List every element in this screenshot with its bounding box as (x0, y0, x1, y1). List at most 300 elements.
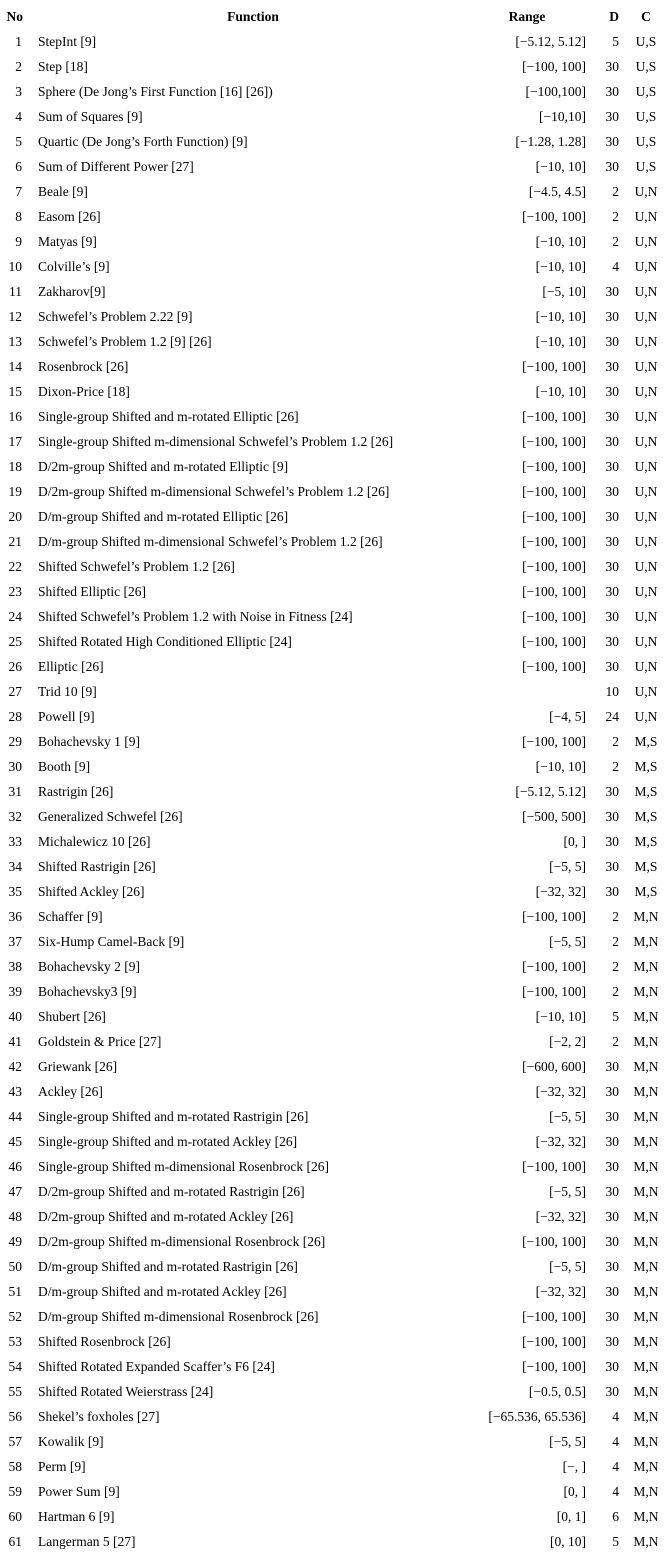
cell-d: 2 (612, 1033, 619, 1049)
column-header-function: Function (227, 8, 279, 24)
cell-c: M,S (634, 883, 658, 899)
cell-c: M,N (633, 1508, 659, 1524)
cell-d: 30 (605, 408, 619, 424)
cell-range: [−5, 5] (549, 1108, 586, 1124)
cell-no: 35 (8, 883, 22, 899)
table-row (0, 1104, 670, 1129)
cell-function: Shifted Rotated Expanded Scaffer’s F6 [24] (38, 1358, 275, 1374)
cell-d: 30 (605, 808, 619, 824)
cell-c: M,N (633, 1033, 659, 1049)
cell-d: 30 (605, 608, 619, 624)
table-row (0, 829, 670, 854)
cell-d: 30 (605, 1333, 619, 1349)
cell-range: [−600, 600] (522, 1058, 586, 1074)
cell-d: 30 (605, 1158, 619, 1174)
table-row (0, 1329, 670, 1354)
cell-c: U,N (634, 558, 658, 574)
table-row (0, 304, 670, 329)
cell-function: Schwefel’s Problem 2.22 [9] (38, 308, 193, 324)
cell-d: 2 (612, 733, 619, 749)
cell-c: M,S (634, 758, 658, 774)
cell-c: U,N (634, 433, 658, 449)
cell-d: 30 (605, 1233, 619, 1249)
cell-c: M,N (633, 1158, 659, 1174)
benchmark-functions-table (0, 4, 670, 1554)
cell-function: Schaffer [9] (38, 908, 103, 924)
cell-function: Shifted Ackley [26] (38, 883, 145, 899)
cell-function: Single-group Shifted m-dimensional Schwefel’s Problem 1.2 [26] (38, 433, 394, 449)
table-row (0, 604, 670, 629)
cell-c: M,N (633, 1308, 659, 1324)
cell-c: U,S (635, 33, 657, 49)
cell-function: Trid 10 [9] (38, 683, 97, 699)
cell-function: Kowalik [9] (38, 1433, 104, 1449)
cell-range: [−500, 500] (522, 808, 586, 824)
cell-range: [−5.12, 5.12] (515, 783, 586, 799)
cell-range: [−100, 100] (522, 583, 586, 599)
cell-range: [−10, 10] (535, 758, 586, 774)
cell-function: Shifted Rotated Weierstrass [24] (38, 1383, 214, 1399)
cell-no: 11 (9, 283, 22, 299)
cell-range: [−100, 100] (522, 433, 586, 449)
cell-range: [−100, 100] (522, 508, 586, 524)
cell-c: U,N (634, 533, 658, 549)
cell-no: 39 (8, 983, 22, 999)
cell-c: M,S (634, 808, 658, 824)
cell-function: Perm [9] (38, 1458, 86, 1474)
table-row (0, 1054, 670, 1079)
cell-function: Single-group Shifted and m-rotated Rastrigin [26] (38, 1108, 309, 1124)
cell-range: [−5, 5] (549, 1183, 586, 1199)
cell-range: [−32, 32] (535, 883, 586, 899)
cell-c: U,N (634, 683, 658, 699)
cell-function: Bohachevsky 1 [9] (38, 733, 140, 749)
cell-c: M,N (633, 1383, 659, 1399)
cell-c: M,N (633, 1333, 659, 1349)
cell-function: Langerman 5 [27] (38, 1533, 136, 1549)
cell-d: 30 (605, 333, 619, 349)
cell-range: [0, ] (563, 833, 586, 849)
cell-no: 46 (8, 1158, 22, 1174)
cell-d: 30 (605, 658, 619, 674)
cell-no: 28 (8, 708, 22, 724)
cell-d: 30 (605, 358, 619, 374)
table-row (0, 254, 670, 279)
column-header-c: C (641, 8, 651, 24)
cell-function: Shifted Schwefel’s Problem 1.2 [26] (38, 558, 235, 574)
cell-no: 33 (8, 833, 22, 849)
cell-d: 30 (605, 383, 619, 399)
cell-no: 20 (8, 508, 22, 524)
cell-function: Power Sum [9] (38, 1483, 120, 1499)
cell-c: M,N (633, 933, 659, 949)
cell-range: [0, 1] (556, 1508, 586, 1524)
table-row (0, 954, 670, 979)
cell-range: [−32, 32] (535, 1283, 586, 1299)
cell-d: 30 (605, 1058, 619, 1074)
cell-function: D/2m-group Shifted and m-rotated Ackley [26] (38, 1208, 294, 1224)
cell-d: 2 (612, 908, 619, 924)
cell-c: M,N (633, 1083, 659, 1099)
table-body (0, 29, 670, 1554)
cell-function: Hartman 6 [9] (38, 1508, 115, 1524)
table-row (0, 1404, 670, 1429)
cell-d: 30 (605, 133, 619, 149)
cell-function: Schwefel’s Problem 1.2 [9] [26] (38, 333, 212, 349)
cell-d: 2 (612, 958, 619, 974)
cell-function: Dixon-Price [18] (38, 383, 130, 399)
cell-range: [−100, 100] (522, 483, 586, 499)
cell-range: [−100, 100] (522, 558, 586, 574)
table-row (0, 704, 670, 729)
cell-c: M,N (633, 1058, 659, 1074)
cell-function: Sphere (De Jong’s First Function [16] [26]) (38, 83, 273, 99)
cell-range: [−32, 32] (535, 1208, 586, 1224)
cell-d: 4 (612, 1433, 619, 1449)
cell-no: 30 (8, 758, 22, 774)
cell-c: U,N (634, 708, 658, 724)
cell-d: 30 (605, 83, 619, 99)
cell-no: 9 (15, 233, 22, 249)
cell-no: 17 (8, 433, 22, 449)
table-row (0, 979, 670, 1004)
cell-range: [−100, 100] (522, 1358, 586, 1374)
cell-range: [−100, 100] (522, 208, 586, 224)
cell-c: U,N (634, 308, 658, 324)
table-row (0, 129, 670, 154)
cell-d: 30 (605, 308, 619, 324)
cell-d: 30 (605, 1383, 619, 1399)
table-row (0, 554, 670, 579)
cell-no: 26 (8, 658, 22, 674)
cell-d: 30 (605, 1083, 619, 1099)
table-row (0, 504, 670, 529)
cell-d: 2 (612, 208, 619, 224)
cell-range: [−, ] (562, 1458, 586, 1474)
cell-range: [−65.536, 65.536] (488, 1408, 586, 1424)
cell-function: Rastrigin [26] (38, 783, 114, 799)
cell-c: U,N (634, 633, 658, 649)
cell-d: 30 (605, 858, 619, 874)
cell-c: U,N (634, 183, 658, 199)
cell-no: 14 (8, 358, 22, 374)
cell-range: [−10, 10] (535, 233, 586, 249)
table-row (0, 229, 670, 254)
cell-c: U,N (634, 208, 658, 224)
cell-range: [−5, 5] (549, 1258, 586, 1274)
table-row (0, 929, 670, 954)
cell-d: 2 (612, 983, 619, 999)
cell-function: D/m-group Shifted m-dimensional Rosenbrock [26] (38, 1308, 319, 1324)
table-row (0, 1179, 670, 1204)
cell-function: Quartic (De Jong’s Forth Function) [9] (38, 133, 248, 149)
cell-no: 23 (8, 583, 22, 599)
cell-d: 30 (605, 633, 619, 649)
table-row (0, 1204, 670, 1229)
cell-d: 30 (605, 583, 619, 599)
table-row (0, 629, 670, 654)
cell-range: [−1.28, 1.28] (515, 133, 586, 149)
cell-function: Bohachevsky3 [9] (38, 983, 137, 999)
cell-c: U,N (634, 483, 658, 499)
cell-no: 56 (8, 1408, 22, 1424)
cell-d: 30 (605, 833, 619, 849)
cell-no: 60 (8, 1508, 22, 1524)
cell-no: 44 (8, 1108, 22, 1124)
cell-c: U,N (634, 383, 658, 399)
table-row (0, 804, 670, 829)
cell-no: 54 (8, 1358, 22, 1374)
cell-no: 6 (15, 158, 22, 174)
cell-range: [−100, 100] (522, 58, 586, 74)
table-row (0, 1079, 670, 1104)
cell-range: [−4, 5] (549, 708, 586, 724)
cell-range: [−100, 100] (522, 458, 586, 474)
cell-range: [−100, 100] (522, 658, 586, 674)
cell-range: [−100, 100] (522, 1158, 586, 1174)
table-row (0, 679, 670, 704)
cell-c: U,N (634, 258, 658, 274)
cell-function: D/m-group Shifted and m-rotated Rastrigin [26] (38, 1258, 298, 1274)
cell-no: 3 (15, 83, 22, 99)
table-row (0, 1454, 670, 1479)
table-row (0, 1154, 670, 1179)
cell-c: M,N (633, 1283, 659, 1299)
cell-no: 8 (15, 208, 22, 224)
table-row (0, 779, 670, 804)
cell-no: 37 (8, 933, 22, 949)
table-row (0, 79, 670, 104)
cell-d: 30 (605, 1358, 619, 1374)
cell-d: 6 (612, 1508, 619, 1524)
cell-function: Beale [9] (38, 183, 88, 199)
cell-function: Elliptic [26] (38, 658, 104, 674)
cell-c: U,N (634, 508, 658, 524)
cell-function: Sum of Different Power [27] (38, 158, 194, 174)
table-row (0, 1379, 670, 1404)
cell-d: 2 (612, 758, 619, 774)
cell-c: U,S (635, 158, 657, 174)
cell-no: 57 (8, 1433, 22, 1449)
cell-function: Sum of Squares [9] (38, 108, 143, 124)
cell-range: [0, 10] (550, 1533, 586, 1549)
cell-function: Shekel’s foxholes [27] (38, 1408, 160, 1424)
cell-d: 4 (612, 1483, 619, 1499)
cell-function: Matyas [9] (38, 233, 97, 249)
cell-d: 30 (605, 283, 619, 299)
cell-d: 30 (605, 433, 619, 449)
table-row (0, 879, 670, 904)
cell-d: 30 (605, 533, 619, 549)
table-row (0, 1129, 670, 1154)
cell-c: U,N (634, 408, 658, 424)
cell-d: 30 (605, 508, 619, 524)
table-row (0, 379, 670, 404)
cell-no: 36 (8, 908, 22, 924)
cell-function: Shifted Elliptic [26] (38, 583, 146, 599)
cell-no: 42 (8, 1058, 22, 1074)
cell-no: 47 (8, 1183, 22, 1199)
cell-range: [−100, 100] (522, 408, 586, 424)
cell-range: [−0.5, 0.5] (528, 1383, 586, 1399)
cell-range: [−100, 100] (522, 608, 586, 624)
cell-range: [−100, 100] (522, 358, 586, 374)
cell-function: Shifted Rosenbrock [26] (38, 1333, 171, 1349)
table-row (0, 1029, 670, 1054)
cell-c: M,N (633, 983, 659, 999)
cell-function: Michalewicz 10 [26] (38, 833, 151, 849)
column-header-no: No (6, 8, 23, 24)
cell-no: 1 (15, 33, 22, 49)
cell-c: M,S (634, 858, 658, 874)
cell-no: 58 (8, 1458, 22, 1474)
table-row (0, 354, 670, 379)
cell-d: 30 (605, 458, 619, 474)
cell-no: 51 (8, 1283, 22, 1299)
cell-range: [−5, 10] (542, 283, 586, 299)
cell-c: U,N (634, 658, 658, 674)
table-row (0, 729, 670, 754)
cell-no: 31 (8, 783, 22, 799)
cell-function: Step [18] (38, 58, 88, 74)
column-header-range: Range (508, 8, 546, 24)
cell-d: 30 (605, 1133, 619, 1149)
cell-range: [−10, 10] (535, 383, 586, 399)
cell-function: Shubert [26] (38, 1008, 106, 1024)
cell-range: [−10, 10] (535, 258, 586, 274)
cell-no: 53 (8, 1333, 22, 1349)
cell-no: 55 (8, 1383, 22, 1399)
cell-range: [−100, 100] (522, 983, 586, 999)
cell-function: Powell [9] (38, 708, 95, 724)
cell-c: U,N (634, 233, 658, 249)
cell-c: M,N (633, 1183, 659, 1199)
cell-c: U,N (634, 358, 658, 374)
cell-function: Griewank [26] (38, 1058, 118, 1074)
cell-range: [−100, 100] (522, 633, 586, 649)
table-row (0, 179, 670, 204)
cell-function: D/m-group Shifted and m-rotated Elliptic [26] (38, 508, 289, 524)
cell-d: 2 (612, 183, 619, 199)
cell-no: 43 (8, 1083, 22, 1099)
cell-no: 18 (8, 458, 22, 474)
cell-no: 34 (8, 858, 22, 874)
table-row (0, 1304, 670, 1329)
cell-d: 30 (605, 58, 619, 74)
cell-function: Colville’s [9] (38, 258, 110, 274)
table-row (0, 154, 670, 179)
cell-range: [−10, 10] (535, 333, 586, 349)
cell-no: 4 (15, 108, 22, 124)
cell-no: 52 (8, 1308, 22, 1324)
cell-d: 30 (605, 108, 619, 124)
cell-function: Shifted Schwefel’s Problem 1.2 with Noise in Fitness [24] (38, 608, 353, 624)
cell-d: 30 (605, 1108, 619, 1124)
table-row (0, 404, 670, 429)
cell-c: M,N (633, 908, 659, 924)
cell-c: M,N (633, 1008, 659, 1024)
cell-c: M,N (633, 1408, 659, 1424)
table-row (0, 1479, 670, 1504)
cell-function: Generalized Schwefel [26] (38, 808, 183, 824)
cell-range: [0, ] (563, 1483, 586, 1499)
cell-c: U,S (635, 108, 657, 124)
cell-range: [−32, 32] (535, 1133, 586, 1149)
cell-no: 16 (8, 408, 22, 424)
cell-no: 49 (8, 1233, 22, 1249)
cell-c: U,N (634, 283, 658, 299)
cell-no: 59 (8, 1483, 22, 1499)
cell-d: 5 (612, 1008, 619, 1024)
table-row (0, 854, 670, 879)
cell-c: M,N (633, 1133, 659, 1149)
cell-function: Bohachevsky 2 [9] (38, 958, 140, 974)
cell-range: [−5.12, 5.12] (515, 33, 586, 49)
cell-d: 30 (605, 883, 619, 899)
cell-function: Single-group Shifted and m-rotated Ackley [26] (38, 1133, 298, 1149)
table-row (0, 904, 670, 929)
cell-function: Six-Hump Camel-Back [9] (38, 933, 185, 949)
header-row (0, 4, 670, 29)
table-row (0, 279, 670, 304)
cell-no: 12 (8, 308, 22, 324)
cell-no: 40 (8, 1008, 22, 1024)
table-row (0, 204, 670, 229)
cell-no: 2 (15, 58, 22, 74)
cell-function: Shifted Rotated High Conditioned Elliptic [24] (38, 633, 292, 649)
cell-no: 48 (8, 1208, 22, 1224)
cell-c: M,N (633, 1433, 659, 1449)
cell-d: 4 (612, 1408, 619, 1424)
table-row (0, 1529, 670, 1554)
cell-range: [−100, 100] (522, 1233, 586, 1249)
cell-c: M,N (633, 1233, 659, 1249)
cell-c: U,N (634, 333, 658, 349)
cell-range: [−5, 5] (549, 1433, 586, 1449)
table-row (0, 54, 670, 79)
cell-function: Zakharov[9] (38, 283, 106, 299)
cell-no: 29 (8, 733, 22, 749)
cell-d: 4 (612, 1458, 619, 1474)
cell-d: 30 (605, 558, 619, 574)
cell-d: 30 (605, 783, 619, 799)
cell-c: M,N (633, 1208, 659, 1224)
cell-no: 45 (8, 1133, 22, 1149)
cell-function: Rosenbrock [26] (38, 358, 129, 374)
cell-no: 27 (8, 683, 22, 699)
cell-d: 30 (605, 1208, 619, 1224)
cell-d: 2 (612, 233, 619, 249)
cell-c: U,S (635, 58, 657, 74)
cell-d: 30 (605, 1308, 619, 1324)
cell-c: U,N (634, 458, 658, 474)
cell-function: StepInt [9] (38, 33, 97, 49)
table-header (0, 4, 670, 29)
cell-range: [−2, 2] (549, 1033, 586, 1049)
cell-range (414, 679, 590, 704)
cell-no: 22 (8, 558, 22, 574)
cell-no: 21 (8, 533, 22, 549)
cell-range: [−32, 32] (535, 1083, 586, 1099)
cell-function: Shifted Rastrigin [26] (38, 858, 156, 874)
cell-no: 15 (8, 383, 22, 399)
cell-range: [−10,10] (539, 108, 586, 124)
cell-c: M,N (633, 1108, 659, 1124)
cell-function: D/m-group Shifted and m-rotated Ackley [26] (38, 1283, 287, 1299)
cell-d: 5 (612, 1533, 619, 1549)
cell-no: 19 (8, 483, 22, 499)
cell-no: 25 (8, 633, 22, 649)
